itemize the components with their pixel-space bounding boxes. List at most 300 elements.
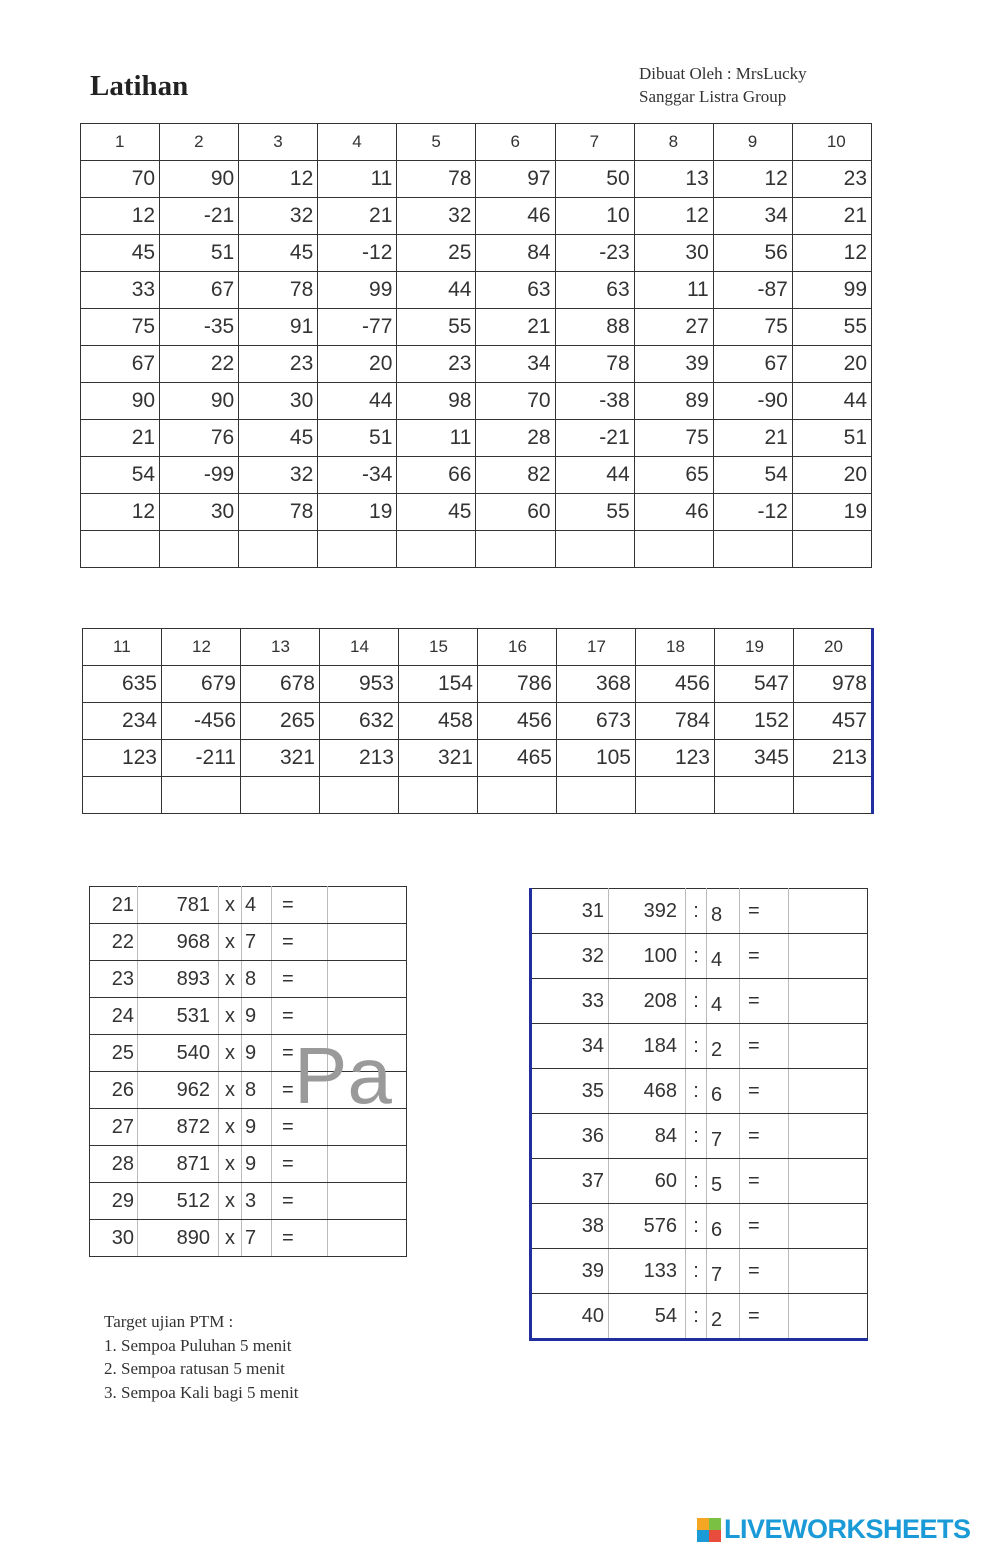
answer-cell[interactable] [328,961,407,998]
answer-cell[interactable] [318,531,397,568]
problem-number: 33 [531,979,609,1024]
problem-row [531,1204,868,1249]
number-cell: 21 [713,420,792,457]
operand-a: 962 [138,1072,219,1109]
operand-b: 3 [242,1183,272,1220]
number-cell: 46 [634,494,713,531]
operator-sign: x [219,1072,242,1109]
number-cell: 75 [634,420,713,457]
column-header: 3 [239,124,318,161]
operand-b: 4 [707,979,740,1024]
equals-sign: = [272,1072,328,1109]
table-row [81,309,872,346]
problem-number: 34 [531,1024,609,1069]
table-row [81,161,872,198]
equals-sign: = [740,1069,789,1114]
answer-cell[interactable] [399,777,478,814]
operator-sign: : [686,1294,707,1340]
addition-table-hundreds [82,628,874,814]
operator-sign: : [686,889,707,934]
number-cell: -77 [318,309,397,346]
number-cell: 60 [476,494,555,531]
number-cell: 20 [792,346,871,383]
operator-sign: : [686,1249,707,1294]
number-cell: 21 [792,198,871,235]
number-cell: 70 [81,161,160,198]
number-cell: 784 [636,703,715,740]
problem-row [531,1114,868,1159]
operator-sign: x [219,1109,242,1146]
number-cell: 70 [476,383,555,420]
number-cell: 457 [794,703,873,740]
number-cell: 27 [634,309,713,346]
number-cell: 265 [241,703,320,740]
number-cell: 635 [83,666,162,703]
answer-cell[interactable] [328,1183,407,1220]
answer-cell[interactable] [794,777,873,814]
number-cell: -21 [160,198,239,235]
operand-a: 54 [609,1294,686,1340]
table-row [81,457,872,494]
number-cell: 12 [81,494,160,531]
operand-a: 968 [138,924,219,961]
number-cell: 63 [555,272,634,309]
answer-cell[interactable] [713,531,792,568]
answer-cell[interactable] [555,531,634,568]
target-item: 1. Sempoa Puluhan 5 menit [104,1335,292,1355]
problem-number: 27 [90,1109,138,1146]
column-header: 18 [636,629,715,666]
number-cell: 458 [399,703,478,740]
answer-cell[interactable] [634,531,713,568]
answer-cell[interactable] [239,531,318,568]
number-cell: 12 [713,161,792,198]
problem-number: 35 [531,1069,609,1114]
target-item: 3. Sempoa Kali bagi 5 menit [104,1382,299,1402]
operator-sign: x [219,1035,242,1072]
number-cell: 84 [476,235,555,272]
number-cell: -38 [555,383,634,420]
answer-row [83,777,873,814]
operand-a: 872 [138,1109,219,1146]
number-cell: 978 [794,666,873,703]
operand-b: 9 [242,1109,272,1146]
answer-cell[interactable] [789,1159,868,1204]
number-cell: 78 [397,161,476,198]
operator-sign: : [686,934,707,979]
number-cell: 12 [81,198,160,235]
problem-row [90,924,407,961]
number-cell: 23 [792,161,871,198]
number-cell: 20 [318,346,397,383]
answer-cell[interactable] [81,531,160,568]
answer-cell[interactable] [320,777,399,814]
equals-sign: = [740,1114,789,1159]
problem-number: 21 [90,887,138,924]
table-row [81,235,872,272]
number-cell: 30 [160,494,239,531]
operand-a: 576 [609,1204,686,1249]
table-row [83,703,873,740]
column-header: 5 [397,124,476,161]
number-cell: 213 [320,740,399,777]
number-cell: 123 [636,740,715,777]
number-cell: -34 [318,457,397,494]
logo-square [709,1530,721,1542]
logo-square [709,1518,721,1530]
operator-sign: : [686,1159,707,1204]
number-cell: -21 [555,420,634,457]
operand-a: 890 [138,1220,219,1257]
number-cell: 63 [476,272,555,309]
equals-sign: = [740,934,789,979]
column-header: 7 [555,124,634,161]
column-header: 12 [162,629,241,666]
number-cell: 32 [239,198,318,235]
number-cell: 39 [634,346,713,383]
number-cell: 105 [557,740,636,777]
column-header: 13 [241,629,320,666]
number-cell: 11 [397,420,476,457]
problem-number: 38 [531,1204,609,1249]
operand-b: 9 [242,998,272,1035]
column-header: 17 [557,629,636,666]
operand-b: 7 [707,1249,740,1294]
answer-cell[interactable] [789,1204,868,1249]
liveworksheets-brand [697,1514,971,1545]
number-cell: 12 [634,198,713,235]
number-cell: 456 [636,666,715,703]
equals-sign: = [740,1204,789,1249]
number-cell: 78 [239,272,318,309]
operand-b: 7 [242,1220,272,1257]
operand-a: 512 [138,1183,219,1220]
number-cell: 45 [239,235,318,272]
number-cell: 12 [792,235,871,272]
equals-sign: = [272,924,328,961]
number-cell: 45 [81,235,160,272]
number-cell: 51 [792,420,871,457]
equals-sign: = [272,998,328,1035]
operand-b: 5 [707,1159,740,1204]
number-cell: 50 [555,161,634,198]
operator-sign: x [219,1220,242,1257]
answer-cell[interactable] [328,924,407,961]
column-header: 11 [83,629,162,666]
number-cell: 23 [239,346,318,383]
operator-sign: : [686,1204,707,1249]
answer-cell[interactable] [789,1069,868,1114]
answer-cell[interactable] [789,934,868,979]
number-cell: 67 [160,272,239,309]
answer-cell[interactable] [476,531,555,568]
number-cell: -35 [160,309,239,346]
equals-sign: = [272,1183,328,1220]
number-cell: 51 [160,235,239,272]
operand-b: 7 [242,924,272,961]
column-header: 2 [160,124,239,161]
problem-row [531,1159,868,1204]
number-cell: 32 [239,457,318,494]
number-cell: 465 [478,740,557,777]
operand-b: 9 [242,1035,272,1072]
column-header: 4 [318,124,397,161]
answer-cell[interactable] [792,531,871,568]
header-row [81,124,872,161]
credit-group: Sanggar Listra Group [639,87,787,106]
answer-cell[interactable] [397,531,476,568]
operand-a: 392 [609,889,686,934]
number-cell: 55 [397,309,476,346]
column-header: 14 [320,629,399,666]
number-cell: 45 [397,494,476,531]
problem-number: 31 [531,889,609,934]
number-cell: -87 [713,272,792,309]
problem-row [90,961,407,998]
table-row [81,198,872,235]
operand-b: 4 [707,934,740,979]
number-cell: 20 [792,457,871,494]
number-cell: 678 [241,666,320,703]
answer-cell[interactable] [241,777,320,814]
answer-cell[interactable] [789,979,868,1024]
number-cell: 632 [320,703,399,740]
number-cell: 99 [792,272,871,309]
answer-cell[interactable] [160,531,239,568]
number-cell: 11 [318,161,397,198]
problem-number: 26 [90,1072,138,1109]
column-header: 6 [476,124,555,161]
number-cell: 154 [399,666,478,703]
operand-a: 208 [609,979,686,1024]
number-cell: 67 [81,346,160,383]
operator-sign: : [686,1069,707,1114]
number-cell: 13 [634,161,713,198]
number-cell: 34 [476,346,555,383]
number-cell: 78 [239,494,318,531]
operand-b: 2 [707,1294,740,1340]
number-cell: 67 [713,346,792,383]
answer-cell[interactable] [789,1024,868,1069]
operand-a: 84 [609,1114,686,1159]
problem-number: 22 [90,924,138,961]
number-cell: 786 [478,666,557,703]
problem-row [531,889,868,934]
operand-b: 2 [707,1024,740,1069]
operand-b: 6 [707,1204,740,1249]
column-header: 20 [794,629,873,666]
problem-number: 30 [90,1220,138,1257]
number-cell: 21 [476,309,555,346]
number-cell: -90 [713,383,792,420]
equals-sign: = [740,1249,789,1294]
number-cell: 25 [397,235,476,272]
addition-table-tens [80,123,872,568]
problem-number: 24 [90,998,138,1035]
answer-cell[interactable] [789,1114,868,1159]
operand-a: 893 [138,961,219,998]
answer-cell[interactable] [557,777,636,814]
answer-cell[interactable] [328,887,407,924]
number-cell: 10 [555,198,634,235]
problem-row [531,979,868,1024]
page-title: Latihan [90,70,189,102]
number-cell: 547 [715,666,794,703]
operand-a: 100 [609,934,686,979]
answer-cell[interactable] [328,1220,407,1257]
number-cell: 28 [476,420,555,457]
equals-sign: = [272,961,328,998]
answer-cell[interactable] [789,889,868,934]
number-cell: 65 [634,457,713,494]
table-row [81,346,872,383]
answer-cell[interactable] [83,777,162,814]
number-cell: 152 [715,703,794,740]
number-cell: 19 [318,494,397,531]
operator-sign: : [686,1114,707,1159]
number-cell: 66 [397,457,476,494]
number-cell: 23 [397,346,476,383]
answer-cell[interactable] [715,777,794,814]
number-cell: 46 [476,198,555,235]
number-cell: 54 [713,457,792,494]
equals-sign: = [272,1146,328,1183]
operator-sign: : [686,1024,707,1069]
operand-a: 133 [609,1249,686,1294]
number-cell: 56 [713,235,792,272]
operand-b: 8 [242,961,272,998]
operator-sign: : [686,979,707,1024]
operator-sign: x [219,961,242,998]
problem-row [531,934,868,979]
operand-a: 60 [609,1159,686,1204]
column-header: 1 [81,124,160,161]
equals-sign: = [272,1220,328,1257]
number-cell: 97 [476,161,555,198]
problem-row [90,1183,407,1220]
operand-a: 468 [609,1069,686,1114]
problem-number: 36 [531,1114,609,1159]
number-cell: 54 [81,457,160,494]
column-header: 15 [399,629,478,666]
number-cell: 368 [557,666,636,703]
column-header: 8 [634,124,713,161]
problem-number: 29 [90,1183,138,1220]
problem-number: 37 [531,1159,609,1204]
number-cell: 673 [557,703,636,740]
answer-cell[interactable] [789,1249,868,1294]
problem-number: 40 [531,1294,609,1340]
number-cell: 11 [634,272,713,309]
operator-sign: x [219,998,242,1035]
number-cell: -12 [713,494,792,531]
equals-sign: = [740,1294,789,1340]
brand-text: LIVEWORKSHEETS [724,1514,971,1544]
number-cell: 75 [81,309,160,346]
problem-row [531,1024,868,1069]
author-credit [639,62,807,108]
operator-sign: x [219,924,242,961]
number-cell: 98 [397,383,476,420]
number-cell: 22 [160,346,239,383]
answer-cell[interactable] [789,1294,868,1340]
answer-cell[interactable] [328,998,407,1035]
operand-b: 8 [707,889,740,934]
number-cell: 321 [399,740,478,777]
table-row [81,420,872,457]
number-cell: 123 [83,740,162,777]
problem-number: 28 [90,1146,138,1183]
brand-logo-icon [697,1518,721,1542]
number-cell: 21 [318,198,397,235]
answer-cell[interactable] [478,777,557,814]
number-cell: 88 [555,309,634,346]
number-cell: 19 [792,494,871,531]
number-cell: 32 [397,198,476,235]
operand-b: 8 [242,1072,272,1109]
number-cell: 30 [239,383,318,420]
equals-sign: = [272,887,328,924]
target-item: 2. Sempoa ratusan 5 menit [104,1359,285,1378]
problem-row [90,1220,407,1257]
problem-row [531,1249,868,1294]
operand-b: 6 [707,1069,740,1114]
problem-number: 39 [531,1249,609,1294]
equals-sign: = [740,1159,789,1204]
number-cell: 953 [320,666,399,703]
number-cell: 213 [794,740,873,777]
number-cell: 90 [160,383,239,420]
operator-sign: x [219,1146,242,1183]
table-row [81,272,872,309]
problem-row [90,887,407,924]
number-cell: 44 [318,383,397,420]
problem-row [531,1069,868,1114]
problem-number: 32 [531,934,609,979]
table-row [81,494,872,531]
answer-cell[interactable] [636,777,715,814]
number-cell: 21 [81,420,160,457]
number-cell: 321 [241,740,320,777]
number-cell: 34 [713,198,792,235]
equals-sign: = [740,979,789,1024]
number-cell: 12 [239,161,318,198]
table-row [83,666,873,703]
number-cell: 75 [713,309,792,346]
number-cell: -99 [160,457,239,494]
number-cell: 76 [160,420,239,457]
operand-b: 4 [242,887,272,924]
column-header: 10 [792,124,871,161]
column-header: 16 [478,629,557,666]
number-cell: 234 [83,703,162,740]
problem-row [90,1146,407,1183]
number-cell: 55 [555,494,634,531]
answer-cell[interactable] [328,1146,407,1183]
number-cell: 44 [397,272,476,309]
number-cell: -12 [318,235,397,272]
number-cell: -456 [162,703,241,740]
answer-row [81,531,872,568]
answer-cell[interactable] [162,777,241,814]
logo-square [697,1530,709,1542]
operand-a: 781 [138,887,219,924]
number-cell: 456 [478,703,557,740]
number-cell: 51 [318,420,397,457]
table-row [83,740,873,777]
operand-b: 7 [707,1114,740,1159]
operand-a: 531 [138,998,219,1035]
